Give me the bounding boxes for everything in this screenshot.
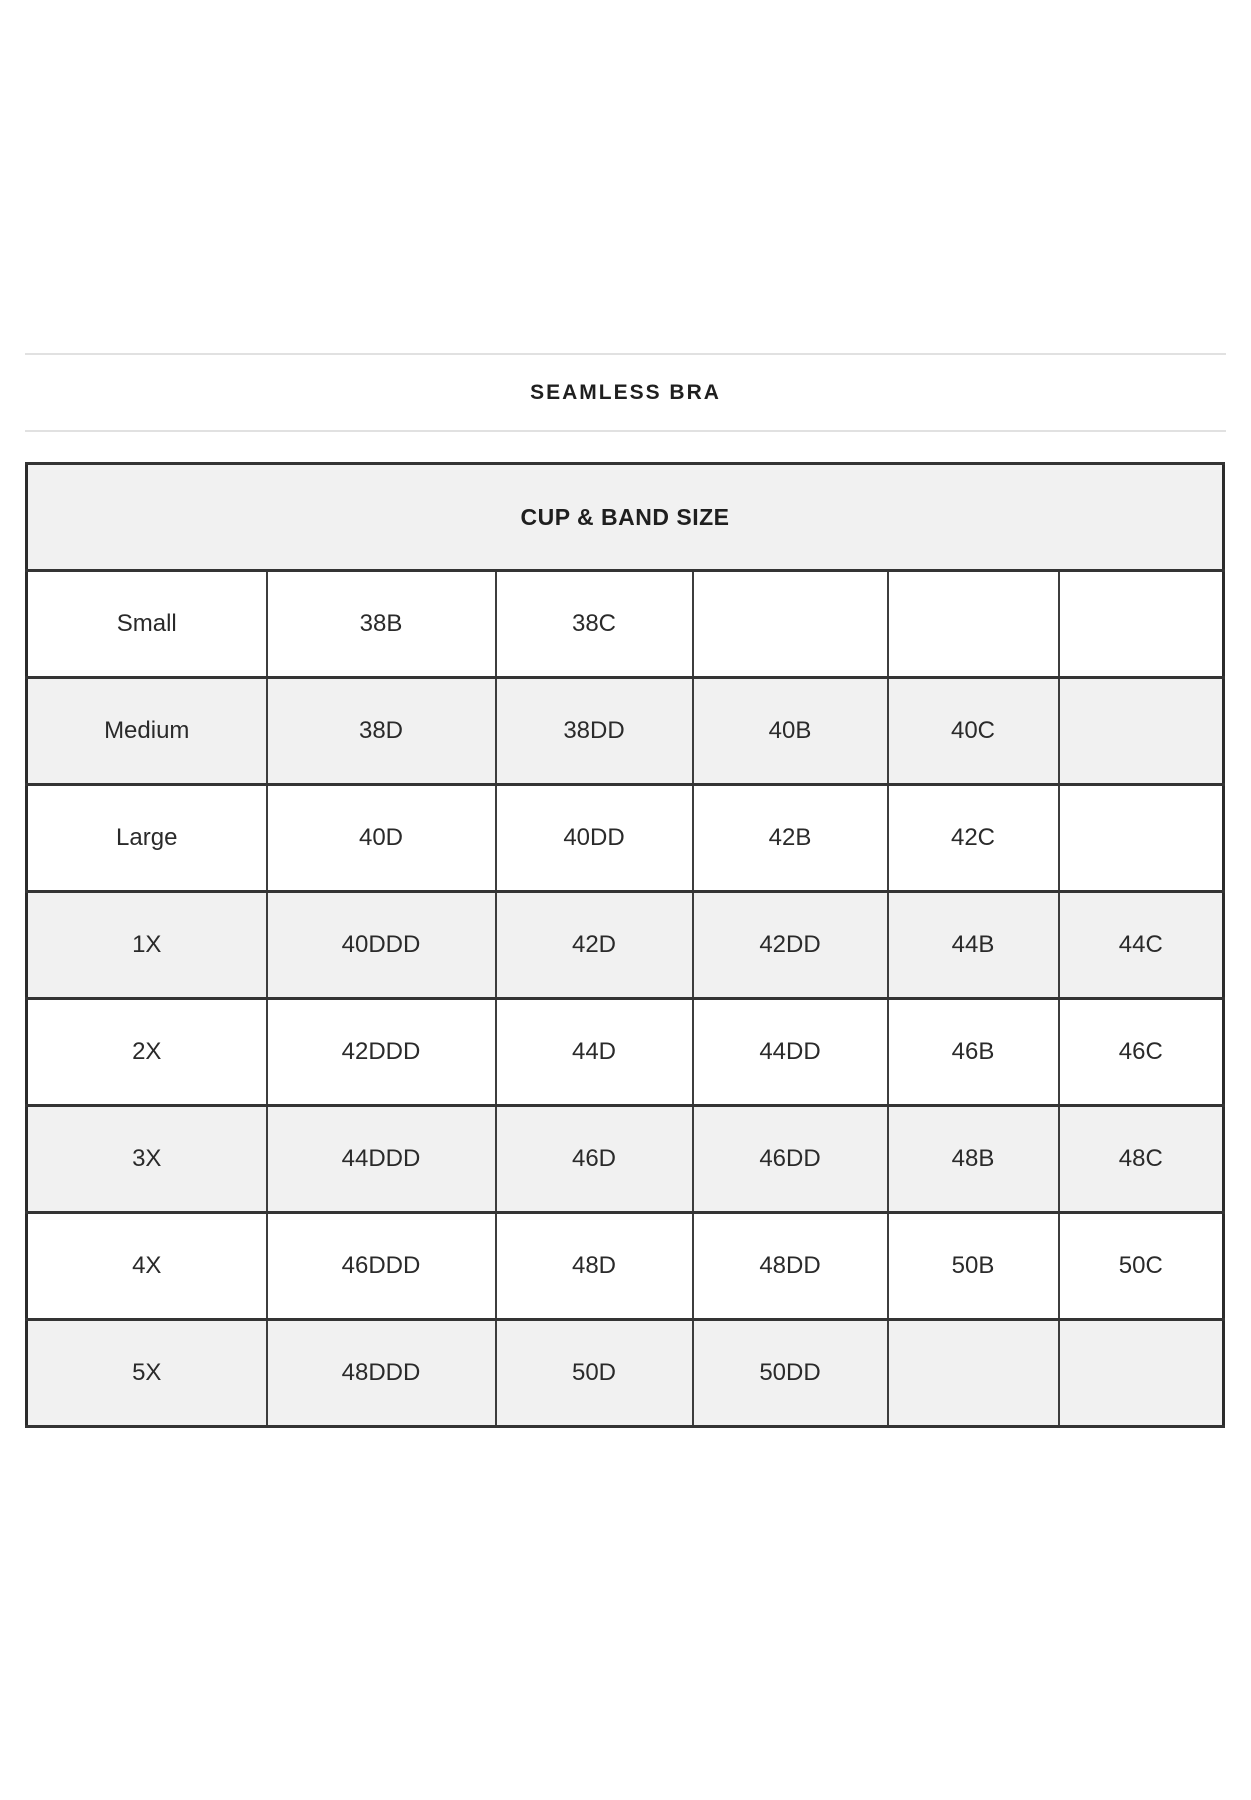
size-row-label: Small: [27, 571, 267, 678]
product-title: SEAMLESS BRA: [530, 380, 721, 404]
size-cell: 40C: [888, 678, 1059, 785]
size-cell: 48B: [888, 1106, 1059, 1213]
size-row-large: [27, 785, 1224, 892]
size-row-label: Large: [27, 785, 267, 892]
size-row-medium: [27, 678, 1224, 785]
size-cell: [1059, 1320, 1224, 1427]
size-cell: 40B: [693, 678, 888, 785]
size-cell: 38DD: [496, 678, 693, 785]
size-cell: 42DDD: [267, 999, 496, 1106]
size-cell: 46C: [1059, 999, 1224, 1106]
size-cell: [1059, 571, 1224, 678]
size-row-5x: [27, 1320, 1224, 1427]
size-cell: [888, 571, 1059, 678]
size-cell: [1059, 678, 1224, 785]
size-row-1x: [27, 892, 1224, 999]
size-cell: 44DDD: [267, 1106, 496, 1213]
size-cell: 48C: [1059, 1106, 1224, 1213]
size-row-2x: [27, 999, 1224, 1106]
size-cell: 40D: [267, 785, 496, 892]
size-chart-table: [25, 462, 1225, 1428]
size-row-label: Medium: [27, 678, 267, 785]
size-cell: 42B: [693, 785, 888, 892]
size-row-4x: [27, 1213, 1224, 1320]
size-chart-header-row: [27, 464, 1224, 571]
size-cell: 50DD: [693, 1320, 888, 1427]
size-cell: 44D: [496, 999, 693, 1106]
size-chart-header: CUP & BAND SIZE: [27, 464, 1224, 571]
size-row-label: 3X: [27, 1106, 267, 1213]
size-row-small: [27, 571, 1224, 678]
size-cell: 46B: [888, 999, 1059, 1106]
size-cell: 50D: [496, 1320, 693, 1427]
size-cell: 46DDD: [267, 1213, 496, 1320]
product-title-band: [25, 353, 1226, 432]
size-cell: 44DD: [693, 999, 888, 1106]
size-cell: 38C: [496, 571, 693, 678]
size-cell: 44B: [888, 892, 1059, 999]
size-cell: 46D: [496, 1106, 693, 1213]
size-row-label: 5X: [27, 1320, 267, 1427]
size-cell: [693, 571, 888, 678]
size-cell: 50B: [888, 1213, 1059, 1320]
size-cell: 38B: [267, 571, 496, 678]
size-cell: 44C: [1059, 892, 1224, 999]
size-cell: 42D: [496, 892, 693, 999]
size-cell: [1059, 785, 1224, 892]
size-cell: [888, 1320, 1059, 1427]
size-cell: 46DD: [693, 1106, 888, 1213]
size-cell: 48DDD: [267, 1320, 496, 1427]
size-cell: 38D: [267, 678, 496, 785]
size-row-label: 1X: [27, 892, 267, 999]
size-cell: 42DD: [693, 892, 888, 999]
size-row-label: 4X: [27, 1213, 267, 1320]
size-row-3x: [27, 1106, 1224, 1213]
size-cell: 40DDD: [267, 892, 496, 999]
size-cell: 42C: [888, 785, 1059, 892]
size-cell: 48D: [496, 1213, 693, 1320]
size-row-label: 2X: [27, 999, 267, 1106]
size-cell: 40DD: [496, 785, 693, 892]
size-cell: 50C: [1059, 1213, 1224, 1320]
size-cell: 48DD: [693, 1213, 888, 1320]
